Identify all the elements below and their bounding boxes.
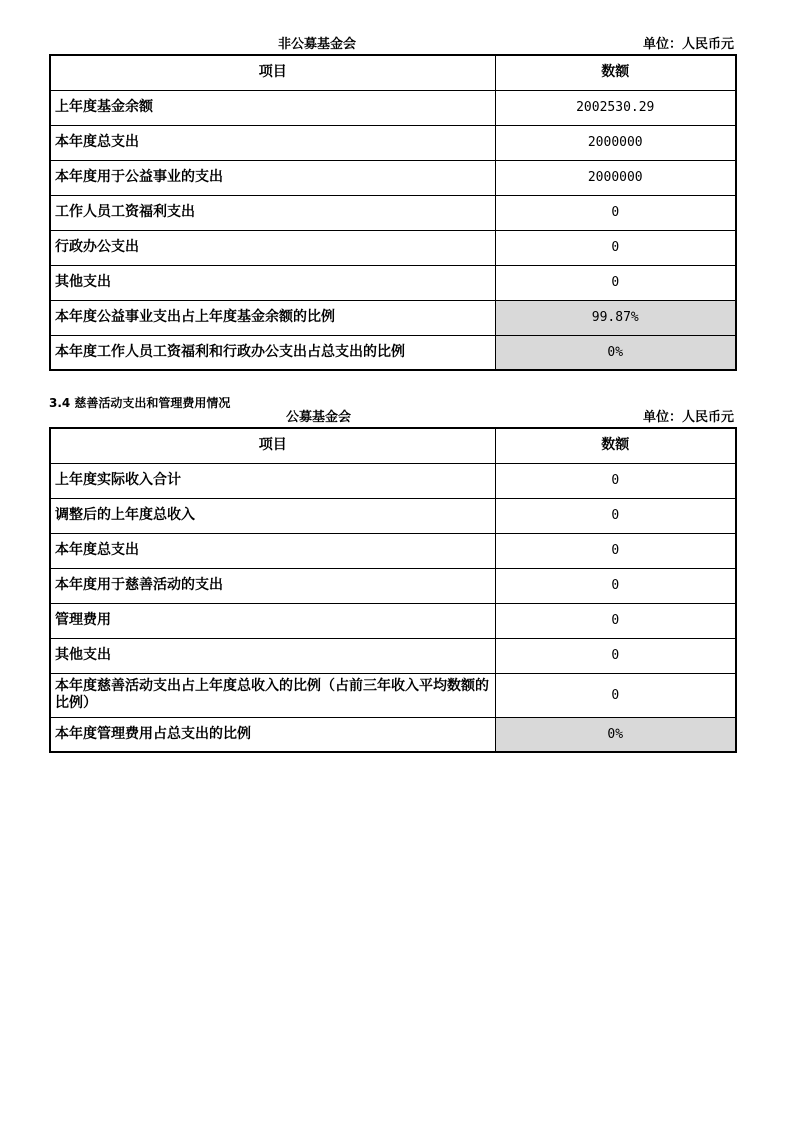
row-value: 2000000 bbox=[495, 125, 736, 160]
row-value: 99.87% bbox=[495, 300, 736, 335]
header-amount: 数额 bbox=[495, 55, 736, 90]
row-label: 本年度工作人员工资福利和行政办公支出占总支出的比例 bbox=[50, 335, 495, 370]
table-row bbox=[50, 125, 736, 160]
row-label: 工作人员工资福利支出 bbox=[50, 195, 495, 230]
row-label: 上年度基金余额 bbox=[50, 90, 495, 125]
table-row bbox=[50, 673, 736, 717]
row-value: 2000000 bbox=[495, 160, 736, 195]
row-value: 0% bbox=[495, 335, 736, 370]
table-row bbox=[50, 90, 736, 125]
table-row bbox=[50, 265, 736, 300]
table-row bbox=[50, 463, 736, 498]
row-label: 本年度公益事业支出占上年度基金余额的比例 bbox=[50, 300, 495, 335]
row-value: 0 bbox=[495, 230, 736, 265]
unit-label: 单位：人民币元 bbox=[642, 37, 734, 52]
row-label: 其他支出 bbox=[50, 638, 495, 673]
header-item: 项目 bbox=[50, 55, 495, 90]
table-row bbox=[50, 498, 736, 533]
row-value: 0 bbox=[495, 638, 736, 673]
row-label: 本年度管理费用占总支出的比例 bbox=[50, 717, 495, 752]
row-value: 2002530.29 bbox=[495, 90, 736, 125]
table-header-row bbox=[50, 428, 736, 463]
table-row bbox=[50, 568, 736, 603]
table-row bbox=[50, 160, 736, 195]
table-row bbox=[50, 195, 736, 230]
row-value: 0 bbox=[495, 463, 736, 498]
row-value: 0 bbox=[495, 265, 736, 300]
non-public-fund-table bbox=[49, 54, 737, 371]
table-row bbox=[50, 335, 736, 370]
section-heading: 3.4 慈善活动支出和管理费用情况 bbox=[49, 396, 231, 410]
row-value: 0 bbox=[495, 568, 736, 603]
row-value: 0 bbox=[495, 603, 736, 638]
row-label: 调整后的上年度总收入 bbox=[50, 498, 495, 533]
table-row bbox=[50, 717, 736, 752]
row-label: 本年度慈善活动支出占上年度总收入的比例（占前三年收入平均数额的比例） bbox=[50, 673, 495, 717]
row-value: 0 bbox=[495, 673, 736, 717]
header-item: 项目 bbox=[50, 428, 495, 463]
row-label: 上年度实际收入合计 bbox=[50, 463, 495, 498]
row-label: 管理费用 bbox=[50, 603, 495, 638]
row-label: 本年度用于公益事业的支出 bbox=[50, 160, 495, 195]
row-label: 本年度用于慈善活动的支出 bbox=[50, 568, 495, 603]
table-row bbox=[50, 638, 736, 673]
table-title: 非公募基金会 bbox=[278, 37, 357, 52]
row-value: 0 bbox=[495, 533, 736, 568]
table-row bbox=[50, 533, 736, 568]
row-label: 行政办公支出 bbox=[50, 230, 495, 265]
table-header-row bbox=[50, 55, 736, 90]
row-label: 其他支出 bbox=[50, 265, 495, 300]
table-row bbox=[50, 603, 736, 638]
row-value: 0 bbox=[495, 195, 736, 230]
row-label: 本年度总支出 bbox=[50, 125, 495, 160]
row-value: 0% bbox=[495, 717, 736, 752]
row-value: 0 bbox=[495, 498, 736, 533]
table-row bbox=[50, 300, 736, 335]
row-label: 本年度总支出 bbox=[50, 533, 495, 568]
unit-label: 单位：人民币元 bbox=[642, 410, 734, 425]
table-title: 公募基金会 bbox=[286, 410, 352, 425]
table-row bbox=[50, 230, 736, 265]
header-amount: 数额 bbox=[495, 428, 736, 463]
public-fund-table bbox=[49, 427, 737, 753]
